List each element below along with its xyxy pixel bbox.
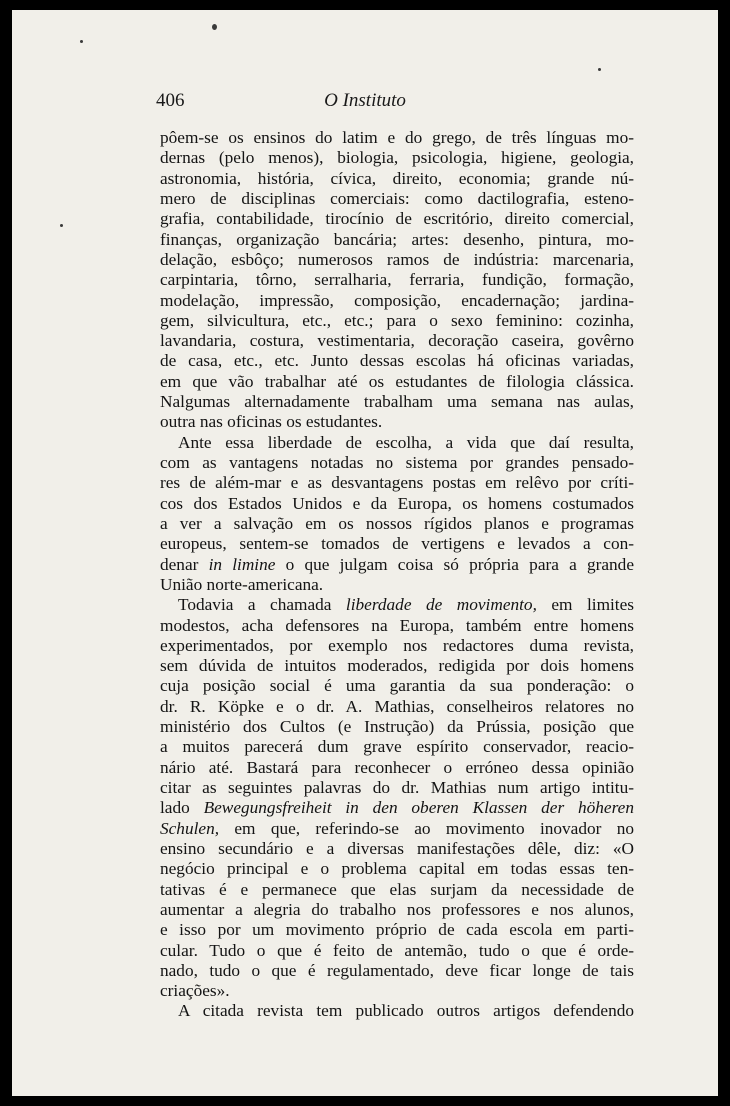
text-line — [160, 169, 634, 189]
line-text: experimentados, por exemplo nos redactores duma revista, — [160, 635, 634, 655]
line-text: gem, silvicultura, etc., etc.; para o sexo feminino: cozinha, — [160, 310, 634, 330]
text-line — [160, 920, 634, 940]
text-line — [160, 758, 634, 778]
text-line — [160, 941, 634, 961]
text-line — [160, 534, 634, 554]
text-line — [160, 514, 634, 534]
page-number: 406 — [156, 90, 185, 111]
text-line — [160, 819, 634, 839]
line-text: cular. Tudo o que é feito de antemão, tudo o que é orde- — [160, 940, 634, 960]
line-text: finanças, organização bancária; artes: desenho, pintura, mo- — [160, 229, 634, 249]
line-text: o que julgam coisa só própria para a grande — [275, 554, 634, 574]
text-line — [160, 595, 634, 615]
ink-speck — [60, 224, 63, 227]
line-text: em limites — [536, 595, 635, 615]
text-line — [160, 494, 634, 514]
line-text: em que vão trabalhar até os estudantes de filologia clássica. — [160, 371, 634, 391]
text-line — [160, 453, 634, 473]
line-text: tativas é e permanece que elas surjam da necessidade de — [160, 879, 634, 899]
text-line — [160, 656, 634, 676]
line-text: criações». — [160, 981, 230, 1001]
text-line — [160, 473, 634, 493]
line-text: mero de disciplinas comerciais: como dactilografia, esteno- — [160, 188, 634, 208]
line-text: delação, esbôço; numerosos ramos de indústria: marcenaria, — [160, 249, 634, 269]
line-text: lado — [160, 798, 204, 818]
line-text: a muitos parecerá dum grave espírito conservador, reacio- — [160, 737, 634, 757]
text-line — [160, 189, 634, 209]
book-page — [12, 10, 718, 1096]
line-text: nário até. Bastará para reconhecer o erróneo dessa opinião — [160, 757, 634, 777]
line-text: cuja posição social é uma garantia da sua ponderação: o — [160, 676, 634, 696]
ink-speck — [598, 68, 601, 71]
text-line — [160, 433, 634, 453]
line-text: A citada revista tem publicado outros artigos defendendo — [178, 1001, 634, 1021]
line-text: com as vantagens notadas no sistema por grandes pensado- — [160, 453, 634, 472]
text-line — [160, 697, 634, 717]
text-line — [160, 981, 634, 1001]
line-text: citar as seguintes palavras do dr. Mathias num artigo intitu- — [160, 778, 634, 797]
running-title: O Instituto — [324, 90, 406, 111]
line-text: a ver a salvação em os nossos rígidos planos e programas — [160, 513, 634, 533]
text-line — [160, 778, 634, 798]
text-line — [160, 392, 634, 412]
line-text: e isso por um movimento próprio de cada escola em parti- — [160, 920, 634, 940]
line-text: carpintaria, tôrno, serralharia, ferraria, fundição, formação, — [160, 270, 634, 290]
line-text: grafia, contabilidade, tirocínio de escritório, direito comercial, — [160, 209, 634, 229]
text-line — [160, 128, 634, 148]
text-line — [160, 270, 634, 290]
ink-speck — [80, 40, 83, 43]
text-line — [160, 717, 634, 737]
line-text: pôem-se os ensinos do latim e do grego, de três línguas mo- — [160, 128, 634, 147]
line-text: em que, referindo-se ao movimento inovador no — [219, 818, 634, 838]
line-text: lavandaria, costura, vestimentaria, decoração caseira, govêrno — [160, 331, 634, 351]
ink-speck — [212, 24, 217, 30]
line-text: astronomia, história, cívica, direito, economia; grande nú- — [160, 168, 634, 188]
text-line — [160, 961, 634, 981]
text-line — [160, 412, 634, 432]
line-text: modestos, acha defensores na Europa, também entre homens — [160, 615, 634, 635]
text-line — [160, 209, 634, 229]
text-line — [160, 737, 634, 757]
line-text: Ante essa liberdade de escolha, a vida que daí resulta, — [178, 432, 634, 452]
text-line — [160, 798, 634, 818]
text-line — [160, 636, 634, 656]
line-text: União norte-americana. — [160, 574, 324, 594]
text-line — [160, 372, 634, 392]
body-text — [160, 128, 634, 1022]
line-text: outra nas oficinas os estudantes. — [160, 412, 383, 432]
italic-phrase: Bewegungsfreiheit in den oberen Klassen der höheren — [203, 798, 634, 818]
line-text: de casa, etc., etc. Junto dessas escolas há oficinas variadas, — [160, 351, 634, 371]
text-line — [160, 230, 634, 250]
text-line — [160, 311, 634, 331]
text-line — [160, 351, 634, 371]
page-header — [12, 90, 718, 120]
line-text: res de além-mar e as desvantagens postas em relêvo por críti- — [160, 473, 634, 493]
text-line — [160, 291, 634, 311]
italic-phrase: in limine — [208, 554, 276, 574]
line-text: dernas (pelo menos), biologia, psicologia, higiene, geologia, — [160, 148, 634, 168]
text-line — [160, 880, 634, 900]
italic-phrase: liberdade de movimento, — [345, 595, 537, 615]
text-line — [160, 1001, 634, 1021]
line-text: dr. R. Köpke e o dr. A. Mathias, conselheiros relatores no — [160, 696, 634, 716]
text-line — [160, 839, 634, 859]
line-text: europeus, sentem-se tomados de vertigens e levados a con- — [160, 534, 634, 554]
text-line — [160, 616, 634, 636]
text-line — [160, 250, 634, 270]
line-text: sem dúvida de intuitos moderados, redigida por dois homens — [160, 656, 634, 676]
line-text: denar — [160, 554, 209, 574]
text-line — [160, 575, 634, 595]
line-text: negócio principal e o problema capital em todas essas ten- — [160, 859, 634, 879]
italic-phrase: Schulen, — [160, 818, 220, 838]
text-line — [160, 859, 634, 879]
text-line — [160, 148, 634, 168]
line-text: nado, tudo o que é regulamentado, deve ficar longe de tais — [160, 960, 634, 980]
text-line — [160, 331, 634, 351]
text-line — [160, 676, 634, 696]
line-text: modelação, impressão, composição, encadernação; jardina- — [160, 290, 634, 310]
text-line — [160, 900, 634, 920]
line-text: ministério dos Cultos (e Instrução) da Prússia, posição que — [160, 717, 634, 737]
line-text: aumentar a alegria do trabalho nos professores e nos alunos, — [160, 899, 634, 919]
line-text: Todavia a chamada — [178, 595, 346, 615]
line-text: cos dos Estados Unidos e da Europa, os homens costumados — [160, 493, 634, 513]
text-line — [160, 555, 634, 575]
line-text: Nalgumas alternadamente trabalham uma semana nas aulas, — [160, 392, 634, 412]
line-text: ensino secundário e a diversas manifestações dêle, diz: «O — [160, 838, 634, 858]
